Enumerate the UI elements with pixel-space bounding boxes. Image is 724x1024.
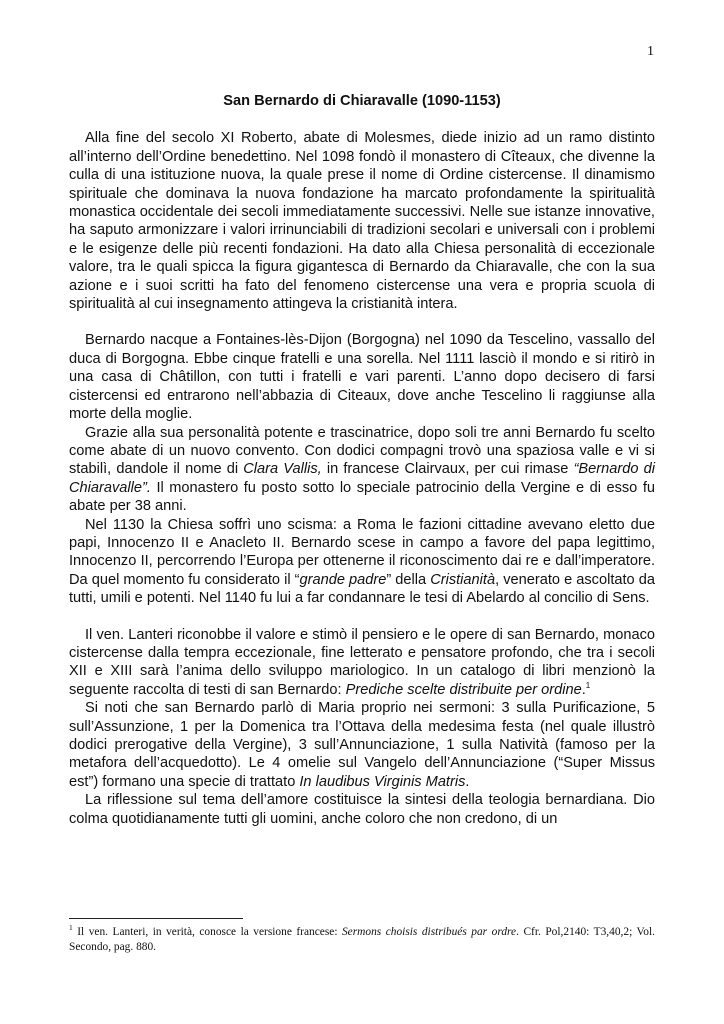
paragraph-5-text-a: Il ven. Lanteri riconobbe il valore e stimò il pensiero e le opere di san Bernardo, monaco cistercense dalla tempra eccezionale, fine letterato e pensatore profondo, che tra i secoli XII e XIII sarà l’anima dello sviluppo mariologico. In un catalogo di libri menzionò la seguente raccolta di testi di san Bernardo: [69,626,655,698]
footnote-italic-title: Sermons choisis distribués par ordre [341,926,517,938]
paragraph-7: La riflessione sul tema dell’amore costituisce la sintesi della teologia bernardiana. Dio colma quotidianamente tutti gli uomini, anche coloro che non credono, di un [69,792,655,827]
paragraph-4 [69,516,655,608]
paragraph-4-text-a: Nel 1130 la Chiesa soffrì uno scisma: a Roma le fazioni cittadine avevano eletto due papi, Innocenzo II e Anacleto II. Bernardo scese in campo a favore del papa legittimo, Innocenzo II, percorrendo l’Europa per ottenerne il riconoscimento dai re e dall’imperatore. Da quel momento fu considerato il “ [69,516,655,588]
paragraph-4-italic-grande-padre: grande padre [299,571,387,588]
paragraph-5-text-c: . [581,681,586,698]
paragraph-6-text-a: Si noti che san Bernardo parlò di Maria proprio nei sermoni: 3 sulla Purificazione, 5 sull’Assunzione, 1 per la Domenica tra l’Ottava della medesima festa (nel quale illustrò dodici prerogative della Vergine), 3 sull’Annunciazione, 1 sulla Natività (famoso per la metafora dell’acquedotto). Le 4 omelie sul Vangelo dell’Annunciazione (“Super Missus est”) formano una specie di trattato [69,700,655,790]
paragraph-5 [69,626,655,700]
paragraph-2: Bernardo nacque a Fontaines-lès-Dijon (Borgogna) nel 1090 da Tescelino, vassallo del duca di Borgogna. Ebbe cinque fratelli e una sorella. Nel 1111 lasciò il mondo e si ritirò in una casa di Châtillon, con tutti i fratelli e vari parenti. L’anno dopo decisero di farsi cistercensi ed entrarono nell’abbazia di Citeaux, dove anche Tescelino li raggiunse alla morte della moglie. [69,332,655,423]
paragraph-5-italic-prediche: Prediche scelte distribuite per ordine [345,681,582,698]
paragraph-6-italic-laudibus: In laudibus Virginis Matris [299,773,466,790]
document-body [69,92,655,828]
footnote-mark: 1 [69,923,73,933]
paragraph-4-italic-cristianita: Cristianità [430,571,496,588]
paragraph-3-italic-bernardo: “Bernardo di Chiaravalle”. [69,461,655,496]
paragraph-3-italic-clara-vallis: Clara Vallis, [243,461,322,478]
paragraph-3-text-c: in francese Clairvaux, per cui rimase [321,461,574,478]
paragraph-4-text-c: ” della [386,571,431,588]
paragraph-3 [69,424,655,516]
paragraph-4-text-e: , venerato e ascoltato da tutti, umili e potenti. Nel 1140 fu lui a far condannare le tesi di Abelardo al concilio di Sens. [69,571,655,607]
paragraph-6-text-c: . [465,773,470,790]
footnote [69,925,655,955]
paragraph-6 [69,699,655,791]
paragraph-3-text-e: Il monastero fu posto sotto lo speciale patrocinio della Vergine e di esso fu abate per 38 anni. [69,479,655,515]
footnote-text-c: . Cfr. Pol,2140: T3,40,2; Vol. Secondo, pag. 880. [69,926,655,953]
paragraph-3-text-a: Grazie alla sua personalità potente e trascinatrice, dopo soli tre anni Bernardo fu scelto come abate di un nuovo convento. Con dodici compagni trovò una spaziosa valle e vi si stabilì, dandole il nome di [69,424,655,478]
footnote-reference[interactable]: 1 [585,680,591,690]
page-title: San Bernardo di Chiaravalle (1090-1153) [223,93,501,109]
page-number: 1 [647,44,654,59]
paragraph-1: Alla fine del secolo XI Roberto, abate di Molesmes, diede inizio ad un ramo distinto all’interno dell’Ordine benedettino. Nel 1098 fondò il monastero di Cîteaux, che divenne la culla di una istituzione nuova, la quale prese il nome di Ordine cistercense. Il dinamismo spirituale che dominava la nuova fondazione ha marcato profondamente la spiritualità monastica occidentale dei secoli immediatamente successivi. Nelle sue istanze innovative, ha saputo armonizzare i valori irrinunciabili di tradizioni secolari e universali con i problemi e le esigenze delle più recenti fondazioni. Ha dato alla Chiesa personalità di eccezionale valore, tra le quali spicca la figura gigantesca di Bernardo da Chiaravalle, che con la sua azione e i suoi scritti ha fato del fenomeno cistercense una vera e propria scuola di spiritualità al cui insegnamento attingeva la cristianità intera. [69,130,655,313]
footnote-divider [69,918,243,919]
footnote-text-a: Il ven. Lanteri, in verità, conosce la versione francese: [72,926,342,938]
